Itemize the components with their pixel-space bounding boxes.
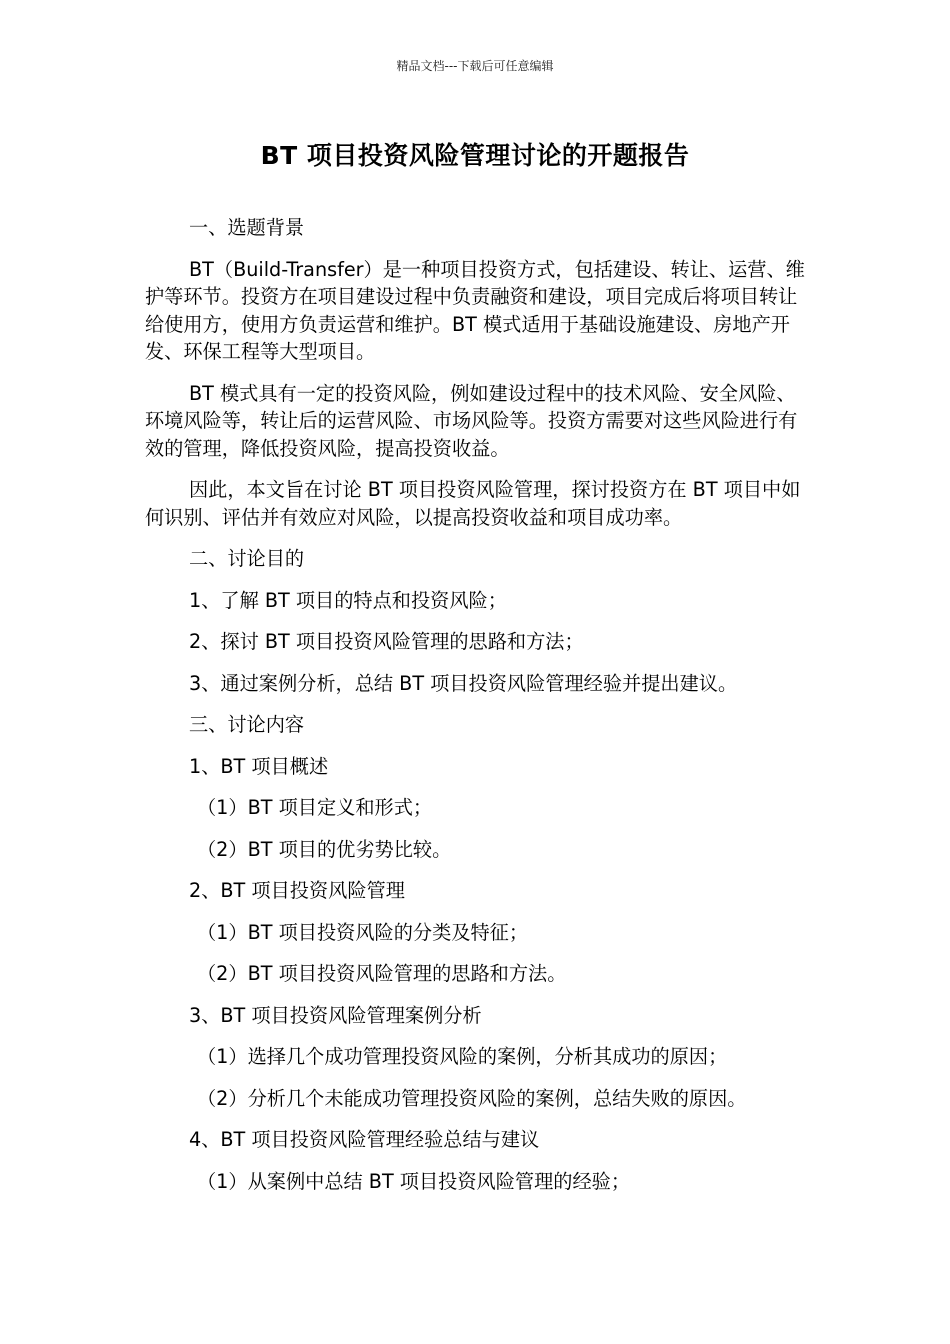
header-note: 精品文档---下载后可任意编辑 [396,59,554,73]
content-3-sub-a: （1）选择几个成功管理投资风险的案例，分析其成功的原因； [197,1045,728,1068]
content-1-sub-b: （2）BT 项目的优劣势比较。 [197,837,452,861]
section-2-item-2: 2、探讨 BT 项目投资风险管理的思路和方法； [189,630,584,653]
content-4-sub-a: （1）从案例中总结 BT 项目投资风险管理的经验； [197,1169,631,1193]
content-2-heading: 2、BT 项目投资风险管理 [189,879,405,902]
content-1-heading: 1、BT 项目概述 [189,754,329,778]
document-title: BT 项目投资风险管理讨论的开题报告 [260,141,690,170]
content-2-sub-b: （2）BT 项目投资风险管理的思路和方法。 [197,962,567,985]
section-2-heading: 二、讨论目的 [189,547,305,570]
document-body [145,214,805,1209]
content-3-sub-b: （2）分析几个未能成功管理投资风险的案例，总结失败的原因。 [197,1086,747,1110]
content-2-sub-a: （1）BT 项目投资风险的分类及特征； [197,920,529,944]
section-1-paragraph-2: BT 模式具有一定的投资风险，例如建设过程中的技术风险、安全风险、环境风险等，转让后的运营风险、市场风险等。投资方需要对这些风险进行有效的管理，降低投资风险，提高投资收益。 [145,381,798,460]
section-1-paragraph-3: 因此，本文旨在讨论 BT 项目投资风险管理，探讨投资方在 BT 项目中如何识别、评估并有效应对风险，以提高投资收益和项目成功率。 [145,478,801,529]
section-2-item-1: 1、了解 BT 项目的特点和投资风险； [189,588,507,612]
content-3-heading: 3、BT 项目投资风险管理案例分析 [189,1003,482,1027]
section-3-heading: 三、讨论内容 [189,713,305,736]
section-2-item-3: 3、通过案例分析，总结 BT 项目投资风险管理经验并提出建议。 [189,671,738,695]
section-1-heading: 一、选题背景 [189,216,305,239]
content-1-sub-a: （1）BT 项目定义和形式； [197,796,433,819]
section-1-paragraph-1: BT（Build-Transfer）是一种项目投资方式，包括建设、转让、运营、维护等环节。投资方在项目建设过程中负责融资和建设，项目完成后将项目转让给使用方，使用方负责运营和维护。BT 模式适用于基础设施建设、房地产开发、环保工程等大型项目。 [145,257,805,363]
content-4-heading: 4、BT 项目投资风险管理经验总结与建议 [189,1128,540,1151]
